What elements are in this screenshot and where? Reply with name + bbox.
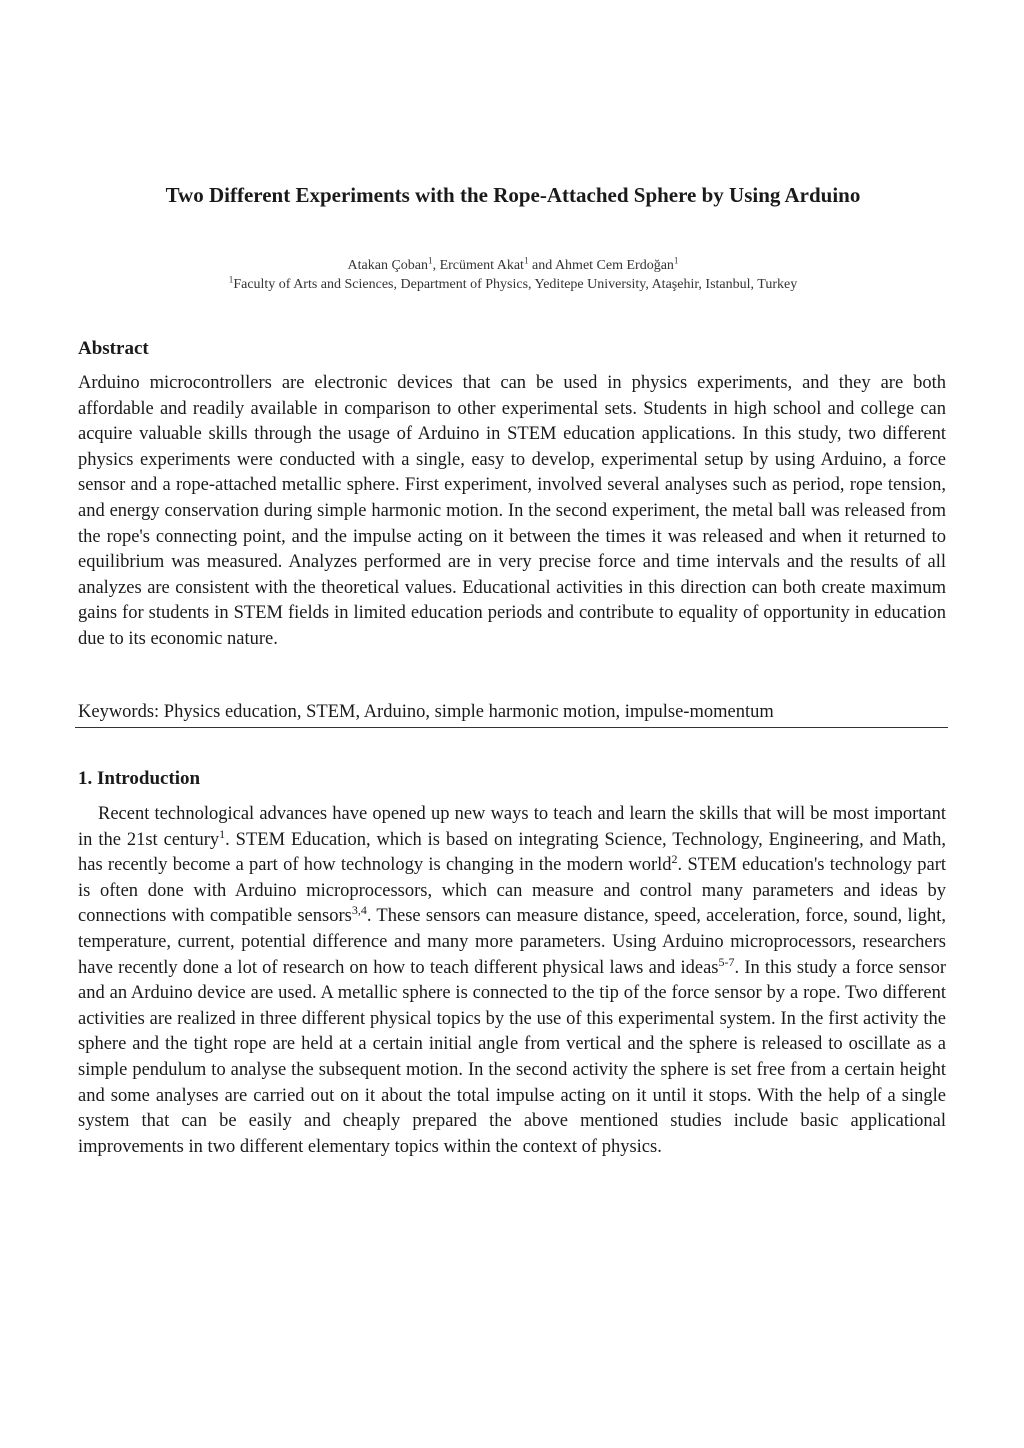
introduction-text — [78, 802, 946, 1160]
author-name: Atakan Çoban — [347, 258, 429, 273]
author-separator: , — [432, 258, 440, 273]
author-affiliation-mark: 1 — [523, 255, 529, 266]
paper-title: Two Different Experiments with the Rope-Attached Sphere by Using Arduino — [165, 183, 861, 207]
author-list — [78, 256, 948, 275]
affiliation — [78, 275, 948, 294]
abstract-text: Arduino microcontrollers are electronic devices that can be used in physics experiments, and they are both affordable and readily available in comparison to other experimental sets. Students in high school and college can acquire valuable skills through the usage of Arduino in STEM education applications. In this study, two different physics experiments were conducted with a single, easy to develop, experimental setup by using Arduino, a force sensor and a rope-attached metallic sphere. First experiment, involved several analyses such as period, rope tension, and energy conservation during simple harmonic motion. In the second experiment, the metal ball was released from the rope's connecting point, and the impulse acting on it between the times it was released and when it returned to equilibrium was measured. Analyzes performed are in very precise force and time intervals and the results of all analyzes are consistent with the theoretical values. Educational activities in this direction can both create maximum gains for students in STEM fields in limited education periods and contribute to equality of opportunity in education due to its economic nature. — [78, 373, 946, 649]
author-name: Ahmet Cem Erdoğan — [554, 258, 674, 273]
section-divider — [75, 727, 948, 728]
author-affiliation-mark: 1 — [673, 255, 679, 266]
intro-text-segment: . In this study a force sensor and an Arduino device are used. A metallic sphere is connected to the tip of the force sensor by a rope. Two different activities are realized in three different physical topics by the use of this experimental system. In the first activity the sphere and the tight rope are held at a certain initial angle from vertical and the sphere is released to oscillate as a simple pendulum to analyse the subsequent motion. In the second activity the sphere is set free from a certain height and some analyses are carried out on it about the total impulse acting on it until it stops. With the help of a single system that can be easily and cheaply prepared the above mentioned studies include basic applicational improvements in two different elementary topics within the context of physics. — [78, 957, 946, 1157]
citation-mark: 3,4 — [351, 903, 367, 918]
affiliation-mark: 1 — [228, 274, 234, 285]
intro-text-segment: . These sensors can measure distance, speed, acceleration, force, sound, light, temperature, current, potential difference and many more parameters. Using Arduino microprocessors, researchers have recently done a lot of research on how to teach different physical laws and ideas — [78, 906, 946, 978]
citation-mark: 1 — [219, 826, 226, 841]
affiliation-text: Faculty of Arts and Sciences, Department of Physics, Yeditepe University, Ataşehir, Istanbul, Turkey — [233, 277, 798, 292]
citation-mark: 5-7 — [718, 954, 735, 969]
citation-mark: 2 — [671, 852, 678, 867]
author-affiliation-mark: 1 — [428, 255, 433, 266]
abstract-heading: Abstract — [78, 338, 149, 359]
author-name: Ercüment Akat — [439, 258, 524, 273]
intro-text-segment: . STEM Education, which is based on integrating Science, Technology, Engineering, and Math, has recently become a part of how technology is changing in the modern world — [78, 829, 946, 876]
keywords: Keywords: Physics education, STEM, Arduino, simple harmonic motion, impulse-momentum — [78, 702, 774, 722]
introduction-heading: 1. Introduction — [78, 768, 201, 789]
intro-text-segment: Recent technological advances have opened up new ways to teach and learn the skills that will be most important in the 21st century — [78, 804, 946, 850]
intro-text-segment: . STEM education's technology part is often done with Arduino microprocessors, which can measure and control many parameters and ideas by connections with compatible sensors — [78, 855, 946, 927]
author-separator: and — [528, 258, 555, 273]
